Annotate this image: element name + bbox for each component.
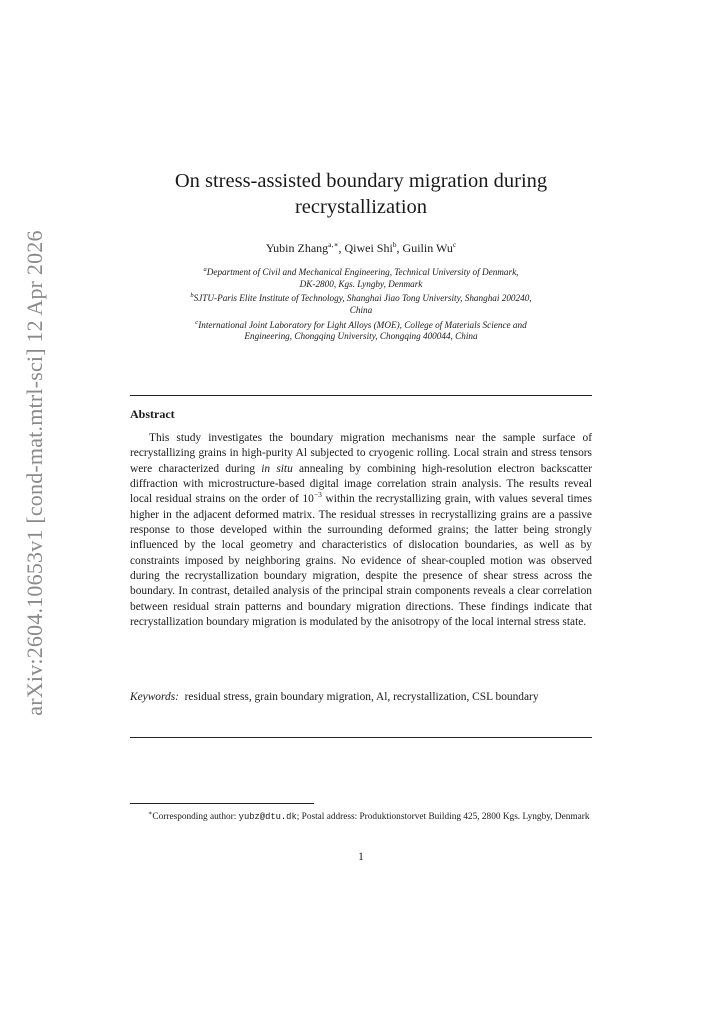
author-affiliation-mark: c	[452, 240, 457, 249]
affiliation-mark: b	[190, 292, 194, 300]
abstract-body	[130, 431, 592, 630]
author-separator: ,	[396, 241, 403, 255]
footnote-prefix: Corresponding author:	[152, 812, 239, 823]
arxiv-identifier: arXiv:2604.10653v1 [cond-mat.mtrl-sci] 12 Apr 2026	[22, 230, 47, 716]
abstract-bottom-rule	[130, 737, 592, 738]
abstract-text: annealing by combining high-resolution electron backscatter diffraction with microstructure-based digital image correlation strain analysis. The results reveal local residual strains on the order of 10	[130, 462, 593, 506]
paper-title	[130, 168, 592, 220]
title-line-2: recrystallization	[294, 196, 428, 218]
keywords-label: Keywords:	[130, 691, 179, 703]
affiliation-line: DK-2800, Kgs. Lyngby, Denmark	[299, 278, 423, 289]
author-name: Yubin Zhang	[265, 241, 329, 255]
abstract-heading: Abstract	[130, 407, 175, 421]
author-name: Qiwei Shi	[344, 241, 393, 255]
author-affiliation-mark: b	[392, 240, 397, 249]
abstract-text: within the recrystallizing grain, with values several times higher in the adjacent deformed matrix. The residual stresses in recrystallizing grains are a passive response to those developed within the surrounding deformed grains; the latter being strongly influenced by the local geometry and characteristics of dislocation boundaries, as well as by constraints imposed by neighboring grains. No evidence of shear-coupled motion was observed during the recrystallization boundary migration, despite the presence of shear stress across the boundary. In contrast, detailed analysis of the principal strain components reveals a clear correlation between residual strain patterns and boundary migration directions. These findings indicate that recrystallization boundary migration is modulated by the anisotropy of the local internal stress state.	[130, 493, 592, 629]
author-name: Guilin Wu	[402, 241, 453, 255]
affiliation-list	[130, 264, 592, 343]
page-number: 1	[358, 851, 364, 863]
arxiv-sidebar-stamp	[20, 230, 50, 716]
abstract-exponent: −3	[313, 490, 322, 500]
title-line-1: On stress-assisted boundary migration during	[174, 170, 548, 192]
affiliation-line: International Joint Laboratory for Light Alloys (MOE), College of Materials Science and	[198, 319, 527, 330]
author-list	[130, 237, 592, 256]
footnote	[130, 808, 592, 824]
abstract-top-rule	[130, 395, 592, 396]
footnote-suffix: ; Postal address: Produktionstorvet Building 425, 2800 Kgs. Lyngby, Denmark	[296, 812, 590, 823]
author-separator: ,	[338, 241, 345, 255]
affiliation-item	[130, 317, 592, 343]
affiliation-item	[130, 264, 592, 290]
keywords-text: residual stress, grain boundary migration, Al, recrystallization, CSL boundary	[184, 691, 539, 703]
abstract-text: This study investigates the boundary migration mechanisms near the sample surface of recrystallizing grains in high-purity Al subjected to cryogenic rolling. Local strain and stress tensors were characterized during	[130, 432, 592, 475]
affiliation-mark: a	[203, 266, 207, 273]
footnote-rule	[130, 803, 314, 804]
affiliation-item	[130, 290, 592, 316]
abstract-italic-term: in situ	[261, 462, 293, 475]
footnote-mark: ∗	[148, 810, 153, 817]
affiliation-line: SJTU-Paris Elite Institute of Technology, Shanghai Jiao Tong University, Shanghai 200240,	[193, 293, 532, 304]
affiliation-line: Engineering, Chongqing University, Chongqing 400044, China	[244, 331, 478, 342]
affiliation-line: China	[349, 304, 373, 315]
affiliation-line: Department of Civil and Mechanical Engineering, Technical University of Denmark,	[206, 267, 519, 278]
keywords	[130, 690, 592, 705]
author-affiliation-mark: a,∗	[328, 240, 339, 249]
affiliation-mark: c	[195, 318, 199, 326]
author-email: yubz@dtu.dk	[238, 812, 297, 823]
